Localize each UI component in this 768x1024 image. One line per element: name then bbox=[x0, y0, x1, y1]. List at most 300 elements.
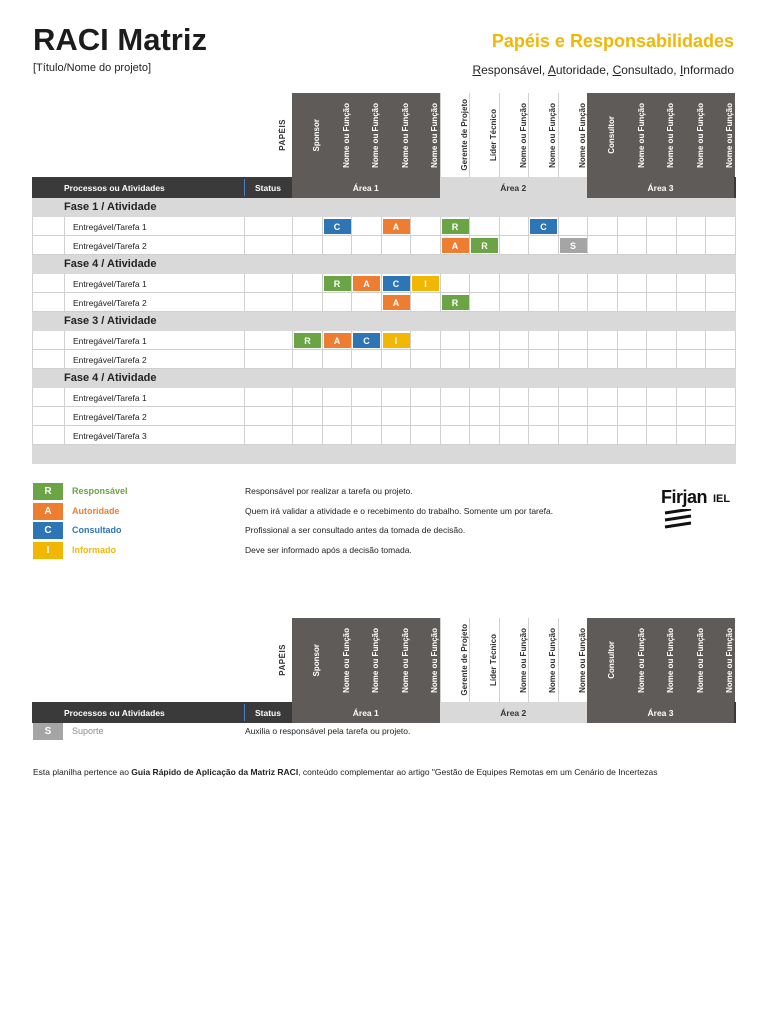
raci-badge: I bbox=[412, 276, 439, 291]
row-margin-cell bbox=[33, 274, 65, 293]
raci-cell[interactable] bbox=[647, 293, 677, 312]
raci-cell[interactable] bbox=[470, 350, 500, 369]
page-title: RACI Matriz bbox=[33, 22, 207, 57]
raci-cell[interactable] bbox=[588, 217, 618, 236]
logo-text: Firjan bbox=[661, 487, 708, 507]
raci-cell[interactable] bbox=[677, 293, 707, 312]
task-name: Entregável/Tarefa 1 bbox=[73, 279, 147, 289]
role-header bbox=[410, 93, 440, 177]
task-cell[interactable] bbox=[65, 217, 245, 236]
role-label: Nome ou Função bbox=[725, 102, 735, 168]
raci-cell[interactable] bbox=[293, 407, 323, 426]
raci-cell[interactable] bbox=[500, 217, 530, 236]
raci-cell[interactable] bbox=[500, 388, 530, 407]
role-label: Nome ou Função bbox=[371, 102, 381, 168]
raci-cell[interactable] bbox=[382, 331, 412, 350]
legend-badge: C bbox=[33, 522, 63, 539]
raci-badge: I bbox=[383, 333, 410, 348]
raci-cell[interactable] bbox=[529, 388, 559, 407]
role-label: Nome ou Função bbox=[430, 627, 440, 693]
raci-cell[interactable] bbox=[352, 407, 382, 426]
legend-badge: R bbox=[33, 483, 63, 500]
raci-cell[interactable] bbox=[677, 274, 707, 293]
raci-cell[interactable] bbox=[411, 350, 441, 369]
raci-badge: R bbox=[324, 276, 351, 291]
area-3-header: Área 3 bbox=[587, 702, 734, 723]
raci-cell[interactable] bbox=[323, 388, 353, 407]
raci-cell[interactable] bbox=[352, 274, 382, 293]
raci-cell[interactable] bbox=[706, 274, 736, 293]
role-label: Nome ou Função bbox=[695, 102, 705, 168]
role-label: Nome ou Função bbox=[636, 627, 646, 693]
role-label: Sponsor bbox=[312, 643, 322, 677]
role-header bbox=[617, 93, 647, 177]
area-3-header: Área 3 bbox=[587, 177, 734, 198]
raci-cell[interactable] bbox=[559, 293, 589, 312]
role-header bbox=[410, 618, 440, 702]
role-label: Nome ou Função bbox=[518, 102, 528, 168]
role-label: Nome ou Função bbox=[636, 102, 646, 168]
raci-cell[interactable] bbox=[559, 331, 589, 350]
raci-cell[interactable] bbox=[293, 426, 323, 445]
role-label: Líder Técnico bbox=[489, 633, 499, 686]
footer-guide: Guia Rápido de Aplicação da Matriz RACI bbox=[131, 767, 299, 777]
raci-cell[interactable] bbox=[323, 331, 353, 350]
raci-cell[interactable] bbox=[382, 350, 412, 369]
raci-cell[interactable] bbox=[411, 236, 441, 255]
role-label: Consultor bbox=[607, 116, 617, 154]
raci-cell[interactable] bbox=[677, 350, 707, 369]
raci-cell[interactable] bbox=[647, 236, 677, 255]
legend-badge: I bbox=[33, 542, 63, 559]
role-header bbox=[440, 618, 470, 702]
raci-cell[interactable] bbox=[352, 426, 382, 445]
raci-badge: A bbox=[383, 295, 410, 310]
process-column-header: Processos ou Atividades bbox=[64, 707, 165, 718]
raci-badge: A bbox=[383, 219, 410, 234]
grid-footer-row bbox=[32, 445, 736, 464]
raci-cell[interactable] bbox=[470, 217, 500, 236]
raci-cell[interactable] bbox=[677, 407, 707, 426]
raci-cell[interactable] bbox=[559, 217, 589, 236]
raci-cell[interactable] bbox=[352, 331, 382, 350]
raci-cell[interactable] bbox=[382, 388, 412, 407]
raci-cell[interactable] bbox=[352, 388, 382, 407]
role-header bbox=[528, 618, 558, 702]
phase-row bbox=[32, 255, 736, 274]
raci-cell[interactable] bbox=[677, 331, 707, 350]
task-name: Entregável/Tarefa 2 bbox=[73, 298, 147, 308]
raci-cell[interactable] bbox=[588, 236, 618, 255]
raci-badge: A bbox=[442, 238, 469, 253]
task-name: Entregável/Tarefa 2 bbox=[73, 355, 147, 365]
role-header bbox=[705, 93, 735, 177]
raci-cell[interactable] bbox=[470, 426, 500, 445]
raci-cell[interactable] bbox=[618, 350, 648, 369]
raci-cell[interactable] bbox=[677, 426, 707, 445]
role-header bbox=[646, 93, 676, 177]
raci-cell[interactable] bbox=[529, 274, 559, 293]
raci-cell[interactable] bbox=[470, 407, 500, 426]
role-label: Sponsor bbox=[312, 118, 322, 152]
raci-cell[interactable] bbox=[529, 350, 559, 369]
raci-badge: R bbox=[294, 333, 321, 348]
raci-cell[interactable] bbox=[618, 388, 648, 407]
task-cell[interactable] bbox=[65, 350, 245, 369]
role-label: Gerente de Projeto bbox=[459, 624, 469, 696]
role-header bbox=[292, 93, 322, 177]
task-cell[interactable] bbox=[65, 236, 245, 255]
roles-header-1 bbox=[32, 93, 736, 177]
raci-cell[interactable] bbox=[293, 350, 323, 369]
footer-pre: Esta planilha pertence ao bbox=[33, 767, 132, 777]
legend-description: Auxilia o responsável pela tarefa ou projeto. bbox=[245, 726, 411, 736]
role-header bbox=[322, 93, 352, 177]
table-row bbox=[32, 236, 736, 255]
legend-description: Profissional a ser consultado antes da tomada de decisão. bbox=[245, 525, 466, 535]
legend-description: Responsável por realizar a tarefa ou projeto. bbox=[245, 486, 413, 496]
row-margin-cell bbox=[33, 426, 65, 445]
role-label: Nome ou Função bbox=[371, 627, 381, 693]
raci-cell[interactable] bbox=[706, 350, 736, 369]
raci-cell[interactable] bbox=[500, 274, 530, 293]
raci-badge: A bbox=[353, 276, 380, 291]
table-row bbox=[32, 388, 736, 407]
role-label: Nome ou Função bbox=[548, 627, 558, 693]
raci-cell[interactable] bbox=[500, 350, 530, 369]
role-label: Nome ou Função bbox=[548, 102, 558, 168]
task-name: Entregável/Tarefa 2 bbox=[73, 412, 147, 422]
role-header bbox=[676, 93, 706, 177]
area-1-header: Área 1 bbox=[292, 177, 440, 198]
raci-cell[interactable] bbox=[323, 217, 353, 236]
raci-cell[interactable] bbox=[559, 426, 589, 445]
raci-cell[interactable] bbox=[706, 426, 736, 445]
status-cell[interactable] bbox=[245, 236, 293, 255]
role-header bbox=[381, 618, 411, 702]
raci-badge: C bbox=[353, 333, 380, 348]
table-row bbox=[32, 350, 736, 369]
status-cell[interactable] bbox=[245, 293, 293, 312]
raci-cell[interactable] bbox=[529, 331, 559, 350]
raci-cell[interactable] bbox=[441, 331, 471, 350]
raci-cell[interactable] bbox=[411, 388, 441, 407]
role-header bbox=[558, 618, 588, 702]
raci-cell[interactable] bbox=[500, 426, 530, 445]
raci-cell[interactable] bbox=[588, 426, 618, 445]
legend-name: Informado bbox=[72, 544, 116, 555]
raci-cell[interactable] bbox=[470, 331, 500, 350]
raci-cell[interactable] bbox=[323, 236, 353, 255]
raci-cell[interactable] bbox=[411, 274, 441, 293]
raci-cell[interactable] bbox=[588, 350, 618, 369]
raci-badge: R bbox=[442, 219, 469, 234]
area-1-header: Área 1 bbox=[292, 702, 440, 723]
raci-cell[interactable] bbox=[559, 274, 589, 293]
table-row bbox=[32, 217, 736, 236]
status-cell[interactable] bbox=[245, 350, 293, 369]
raci-cell[interactable] bbox=[677, 217, 707, 236]
raci-cell[interactable] bbox=[529, 236, 559, 255]
table-row bbox=[32, 331, 736, 350]
raci-cell[interactable] bbox=[352, 217, 382, 236]
raci-cell[interactable] bbox=[647, 426, 677, 445]
raci-cell[interactable] bbox=[293, 217, 323, 236]
roles-heading: Papéis e Responsabilidades bbox=[491, 31, 734, 51]
raci-cell[interactable] bbox=[706, 407, 736, 426]
raci-cell[interactable] bbox=[618, 426, 648, 445]
status-column-header: Status bbox=[255, 707, 281, 718]
role-label: Consultor bbox=[607, 641, 617, 679]
raci-cell[interactable] bbox=[293, 388, 323, 407]
raci-cell[interactable] bbox=[677, 388, 707, 407]
raci-cell[interactable] bbox=[529, 293, 559, 312]
role-header bbox=[499, 618, 529, 702]
raci-cell[interactable] bbox=[441, 236, 471, 255]
role-header bbox=[528, 93, 558, 177]
table-row bbox=[32, 426, 736, 445]
raci-cell[interactable] bbox=[500, 236, 530, 255]
legend-badge: A bbox=[33, 503, 63, 520]
project-title: [Título/Nome do projeto] bbox=[33, 62, 152, 74]
logo-sub: IEL bbox=[713, 493, 731, 505]
role-header bbox=[646, 618, 676, 702]
role-header bbox=[499, 93, 529, 177]
raci-cell[interactable] bbox=[618, 407, 648, 426]
phase-label: Fase 1 / Atividade bbox=[64, 201, 157, 213]
role-label: Gerente de Projeto bbox=[459, 99, 469, 171]
row-margin-cell bbox=[33, 293, 65, 312]
row-margin-cell bbox=[33, 407, 65, 426]
columns-bar-1 bbox=[32, 177, 736, 198]
raci-cell[interactable] bbox=[618, 217, 648, 236]
task-cell[interactable] bbox=[65, 293, 245, 312]
raci-cell[interactable] bbox=[323, 274, 353, 293]
raci-cell[interactable] bbox=[677, 236, 707, 255]
raci-badge: C bbox=[530, 219, 557, 234]
raci-cell[interactable] bbox=[293, 274, 323, 293]
task-name: Entregável/Tarefa 1 bbox=[73, 336, 147, 346]
raci-cell[interactable] bbox=[441, 388, 471, 407]
table-row bbox=[32, 293, 736, 312]
raci-cell[interactable] bbox=[618, 293, 648, 312]
task-cell[interactable] bbox=[65, 407, 245, 426]
raci-cell[interactable] bbox=[323, 407, 353, 426]
raci-cell[interactable] bbox=[470, 274, 500, 293]
phase-row bbox=[32, 312, 736, 331]
role-label: Nome ou Função bbox=[695, 627, 705, 693]
raci-cell[interactable] bbox=[618, 236, 648, 255]
role-header bbox=[292, 618, 322, 702]
status-cell[interactable] bbox=[245, 426, 293, 445]
task-cell[interactable] bbox=[65, 331, 245, 350]
raci-cell[interactable] bbox=[382, 426, 412, 445]
raci-cell[interactable] bbox=[647, 350, 677, 369]
role-label: Nome ou Função bbox=[341, 627, 351, 693]
raci-cell[interactable] bbox=[352, 350, 382, 369]
raci-cell[interactable] bbox=[500, 407, 530, 426]
role-label: Líder Técnico bbox=[489, 108, 499, 161]
role-header bbox=[351, 93, 381, 177]
role-label: Nome ou Função bbox=[341, 102, 351, 168]
raci-cell[interactable] bbox=[559, 236, 589, 255]
legend-description: Quem irá validar a atividade e o recebimento do trabalho. Somente um por tarefa. bbox=[245, 505, 554, 516]
task-name: Entregável/Tarefa 2 bbox=[73, 241, 147, 251]
table-row bbox=[32, 407, 736, 426]
task-cell[interactable] bbox=[65, 426, 245, 445]
raci-cell[interactable] bbox=[559, 350, 589, 369]
raci-cell[interactable] bbox=[588, 293, 618, 312]
raci-cell[interactable] bbox=[500, 331, 530, 350]
raci-badge: R bbox=[471, 238, 498, 253]
raci-cell[interactable] bbox=[470, 293, 500, 312]
row-margin-cell bbox=[33, 388, 65, 407]
raci-cell[interactable] bbox=[529, 217, 559, 236]
raci-cell[interactable] bbox=[588, 388, 618, 407]
raci-cell[interactable] bbox=[382, 407, 412, 426]
raci-badge: A bbox=[324, 333, 351, 348]
raci-cell[interactable] bbox=[382, 274, 412, 293]
raci-cell[interactable] bbox=[500, 293, 530, 312]
raci-cell[interactable] bbox=[588, 407, 618, 426]
raci-subheading: Responsável, Autoridade, Consultado, Informado bbox=[472, 63, 734, 77]
area-2-header: Área 2 bbox=[440, 177, 588, 198]
raci-cell[interactable] bbox=[559, 407, 589, 426]
raci-cell[interactable] bbox=[441, 426, 471, 445]
row-margin-cell bbox=[33, 331, 65, 350]
role-header bbox=[705, 618, 735, 702]
legend bbox=[33, 483, 633, 563]
raci-cell[interactable] bbox=[647, 217, 677, 236]
raci-cell[interactable] bbox=[411, 426, 441, 445]
raci-cell[interactable] bbox=[441, 217, 471, 236]
raci-cell[interactable] bbox=[529, 407, 559, 426]
status-column-header: Status bbox=[255, 182, 281, 193]
raci-cell[interactable] bbox=[382, 236, 412, 255]
raci-cell[interactable] bbox=[559, 388, 589, 407]
raci-cell[interactable] bbox=[441, 293, 471, 312]
status-cell[interactable] bbox=[245, 331, 293, 350]
legend-name: Responsável bbox=[72, 486, 128, 496]
row-margin-cell bbox=[33, 350, 65, 369]
task-cell[interactable] bbox=[65, 388, 245, 407]
raci-badge: C bbox=[324, 219, 351, 234]
raci-cell[interactable] bbox=[706, 331, 736, 350]
raci-cell[interactable] bbox=[441, 350, 471, 369]
row-margin-cell bbox=[33, 217, 65, 236]
table-row bbox=[32, 274, 736, 293]
role-label: Nome ou Função bbox=[725, 627, 735, 693]
columns-bar-2 bbox=[32, 702, 736, 723]
role-header bbox=[469, 93, 499, 177]
raci-cell[interactable] bbox=[470, 388, 500, 407]
legend-name: Autoridade bbox=[72, 505, 120, 516]
roles-label: PAPÉIS bbox=[278, 119, 287, 151]
raci-cell[interactable] bbox=[706, 293, 736, 312]
raci-cell[interactable] bbox=[323, 293, 353, 312]
roles-label: PAPÉIS bbox=[278, 644, 287, 676]
raci-cell[interactable] bbox=[647, 331, 677, 350]
process-column-header: Processos ou Atividades bbox=[64, 182, 165, 193]
raci-cell[interactable] bbox=[618, 331, 648, 350]
raci-cell[interactable] bbox=[293, 293, 323, 312]
raci-cell[interactable] bbox=[323, 426, 353, 445]
raci-cell[interactable] bbox=[411, 217, 441, 236]
area-2-header: Área 2 bbox=[440, 702, 588, 723]
raci-badge: C bbox=[383, 276, 410, 291]
role-header bbox=[351, 618, 381, 702]
status-cell[interactable] bbox=[245, 388, 293, 407]
raci-cell[interactable] bbox=[293, 236, 323, 255]
phase-row bbox=[32, 198, 736, 217]
firjan-logo bbox=[661, 487, 735, 531]
raci-cell[interactable] bbox=[411, 331, 441, 350]
raci-cell[interactable] bbox=[411, 293, 441, 312]
raci-cell[interactable] bbox=[441, 407, 471, 426]
role-header bbox=[381, 93, 411, 177]
row-margin-cell bbox=[33, 236, 65, 255]
role-label: Nome ou Função bbox=[577, 102, 587, 168]
raci-cell[interactable] bbox=[647, 407, 677, 426]
role-label: Nome ou Função bbox=[666, 102, 676, 168]
raci-cell[interactable] bbox=[352, 293, 382, 312]
role-header bbox=[587, 618, 617, 702]
phase-label: Fase 4 / Atividade bbox=[64, 258, 157, 270]
raci-cell[interactable] bbox=[647, 388, 677, 407]
raci-cell[interactable] bbox=[382, 293, 412, 312]
role-header bbox=[617, 618, 647, 702]
roles-header-2 bbox=[32, 618, 736, 702]
phase-label: Fase 3 / Atividade bbox=[64, 315, 157, 327]
role-header bbox=[322, 618, 352, 702]
raci-cell[interactable] bbox=[706, 236, 736, 255]
task-cell[interactable] bbox=[65, 274, 245, 293]
status-cell[interactable] bbox=[245, 217, 293, 236]
raci-cell[interactable] bbox=[588, 331, 618, 350]
role-label: Nome ou Função bbox=[400, 627, 410, 693]
raci-cell[interactable] bbox=[411, 407, 441, 426]
role-label: Nome ou Função bbox=[666, 627, 676, 693]
legend-name: Suporte bbox=[72, 726, 104, 736]
task-name: Entregável/Tarefa 1 bbox=[73, 222, 147, 232]
raci-cell[interactable] bbox=[647, 274, 677, 293]
raci-cell[interactable] bbox=[352, 236, 382, 255]
phase-row bbox=[32, 369, 736, 388]
raci-cell[interactable] bbox=[441, 274, 471, 293]
status-cell[interactable] bbox=[245, 407, 293, 426]
raci-cell[interactable] bbox=[382, 217, 412, 236]
footer-post: , conteúdo complementar ao artigo "Gestão de Equipes Remotas em um Cenário de Incertezas bbox=[298, 767, 658, 777]
role-label: Nome ou Função bbox=[400, 102, 410, 168]
role-header bbox=[587, 93, 617, 177]
raci-cell[interactable] bbox=[588, 274, 618, 293]
raci-cell[interactable] bbox=[529, 426, 559, 445]
raci-cell[interactable] bbox=[618, 274, 648, 293]
raci-cell[interactable] bbox=[470, 236, 500, 255]
raci-cell[interactable] bbox=[706, 217, 736, 236]
role-label: Nome ou Função bbox=[577, 627, 587, 693]
raci-cell[interactable] bbox=[293, 331, 323, 350]
status-separator bbox=[244, 179, 245, 196]
raci-cell[interactable] bbox=[323, 350, 353, 369]
legend-description: Deve ser informado após a decisão tomada. bbox=[245, 544, 412, 555]
role-label: Nome ou Função bbox=[518, 627, 528, 693]
footer-note bbox=[33, 767, 737, 777]
raci-cell[interactable] bbox=[706, 388, 736, 407]
status-cell[interactable] bbox=[245, 274, 293, 293]
phase-label: Fase 4 / Atividade bbox=[64, 372, 157, 384]
status-separator bbox=[244, 704, 245, 721]
